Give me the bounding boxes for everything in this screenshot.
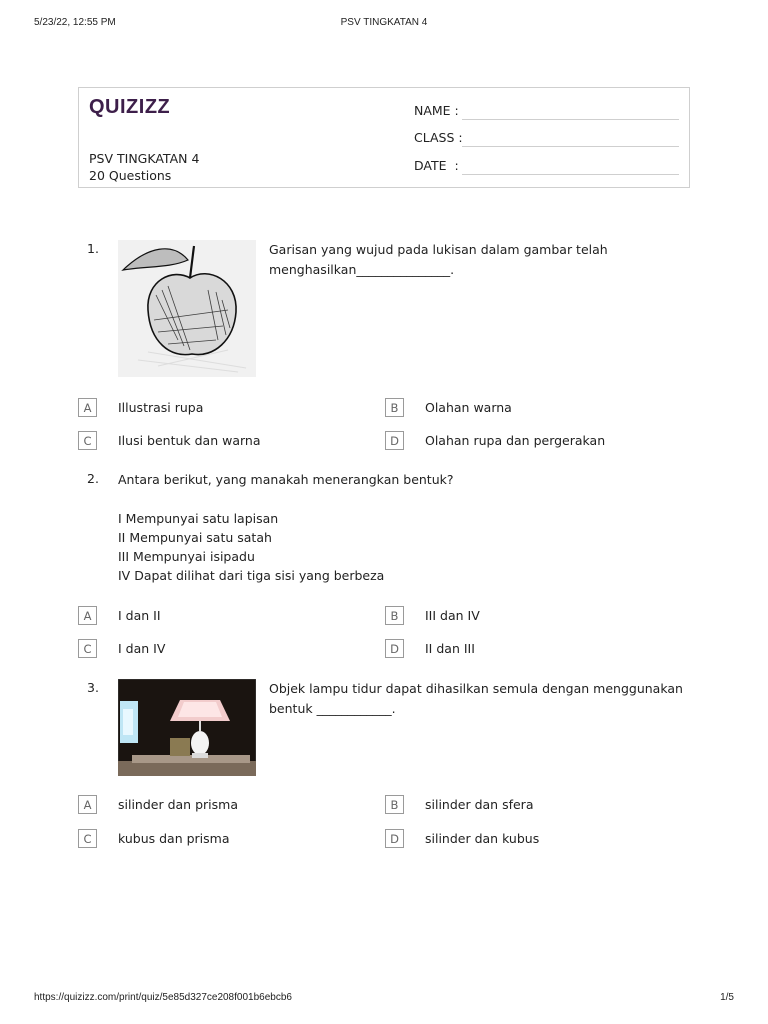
option-text: III dan IV xyxy=(425,608,480,623)
name-line xyxy=(462,119,679,120)
option-text: silinder dan kubus xyxy=(425,831,540,846)
quiz-header-box xyxy=(78,87,690,188)
option-text: I dan IV xyxy=(118,641,166,656)
print-footer xyxy=(34,992,734,1006)
option-letter: D xyxy=(385,431,404,450)
print-url: https://quizizz.com/print/quiz/5e85d327ce208f001b6ebcb6 xyxy=(34,992,292,1003)
option-a[interactable] xyxy=(78,398,368,418)
quiz-name: PSV TINGKATAN 4 xyxy=(89,151,200,166)
print-timestamp: 5/23/22, 12:55 PM xyxy=(34,17,116,28)
statement: III Mempunyai isipadu xyxy=(118,549,255,564)
option-letter: D xyxy=(385,829,404,848)
option-letter: D xyxy=(385,639,404,658)
option-letter: A xyxy=(78,795,97,814)
class-label: CLASS : xyxy=(414,130,463,145)
statement: II Mempunyai satu satah xyxy=(118,530,272,545)
statement: IV Dapat dilihat dari tiga sisi yang berbeza xyxy=(118,568,385,583)
option-text: I dan II xyxy=(118,608,161,623)
question-number: 3. xyxy=(87,680,99,695)
option-letter: C xyxy=(78,829,97,848)
option-a[interactable] xyxy=(78,795,368,815)
option-letter: C xyxy=(78,431,97,450)
option-letter: B xyxy=(385,795,404,814)
date-line xyxy=(462,174,679,175)
question-text: Objek lampu tidur dapat dihasilkan semula dengan menggunakan bentuk ____________. xyxy=(269,681,683,716)
option-letter: A xyxy=(78,398,97,417)
option-text: silinder dan prisma xyxy=(118,797,238,812)
print-header xyxy=(34,17,734,31)
option-text: silinder dan sfera xyxy=(425,797,534,812)
option-letter: B xyxy=(385,398,404,417)
option-text: kubus dan prisma xyxy=(118,831,230,846)
apple-sketch-image xyxy=(118,240,256,377)
question-number: 2. xyxy=(87,471,99,486)
question-text: Garisan yang wujud pada lukisan dalam gambar telah menghasilkan_______________. xyxy=(269,242,608,277)
quiz-title-block xyxy=(89,150,199,184)
option-text: II dan III xyxy=(425,641,475,656)
option-text: Ilusi bentuk dan warna xyxy=(118,433,261,448)
option-b[interactable] xyxy=(385,795,675,815)
option-letter: A xyxy=(78,606,97,625)
name-label: NAME : xyxy=(414,103,459,118)
option-d[interactable] xyxy=(385,431,675,451)
option-c[interactable] xyxy=(78,829,368,849)
question-number: 1. xyxy=(87,241,99,256)
question-count: 20 Questions xyxy=(89,168,172,183)
option-letter: B xyxy=(385,606,404,625)
option-c[interactable] xyxy=(78,431,368,451)
option-text: Illustrasi rupa xyxy=(118,400,204,415)
option-d[interactable] xyxy=(385,829,675,849)
option-a[interactable] xyxy=(78,606,368,626)
class-line xyxy=(462,146,679,147)
page-number: 1/5 xyxy=(720,992,734,1003)
option-b[interactable] xyxy=(385,606,675,626)
option-b[interactable] xyxy=(385,398,675,418)
option-text: Olahan rupa dan pergerakan xyxy=(425,433,606,448)
quizizz-logo xyxy=(89,94,169,124)
statement: I Mempunyai satu lapisan xyxy=(118,511,279,526)
table-lamp-image xyxy=(118,679,256,776)
logo-text: QUIZIZZ xyxy=(89,96,169,118)
option-c[interactable] xyxy=(78,639,368,659)
print-title: PSV TINGKATAN 4 xyxy=(340,17,428,28)
option-letter: C xyxy=(78,639,97,658)
question-text: Antara berikut, yang manakah menerangkan bentuk? xyxy=(118,472,454,487)
date-label: DATE : xyxy=(414,158,459,173)
option-d[interactable] xyxy=(385,639,675,659)
option-text: Olahan warna xyxy=(425,400,512,415)
